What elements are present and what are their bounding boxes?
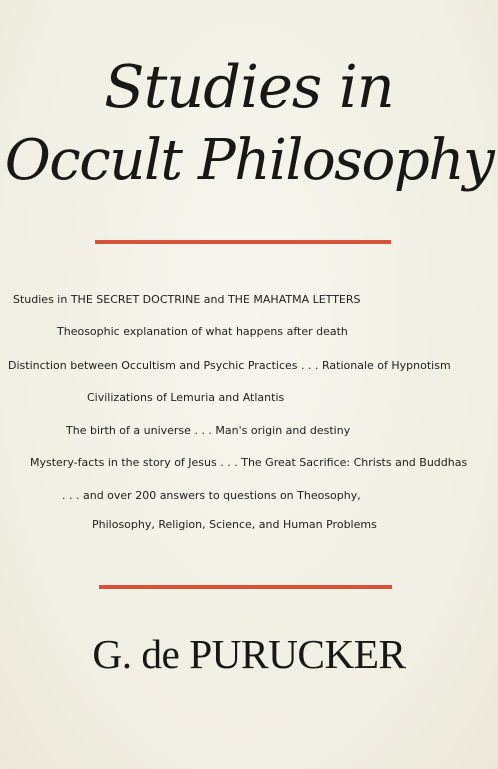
feature-line-1: Studies in THE SECRET DOCTRINE and THE MAHATMA LETTERS <box>13 293 361 306</box>
feature-line-7: . . . and over 200 answers to questions on Theosophy, <box>62 489 361 502</box>
top-red-rule <box>95 240 391 244</box>
title-line-2: Occult Philosophy <box>4 128 494 193</box>
feature-line-2: Theosophic explanation of what happens after death <box>57 325 348 338</box>
bottom-red-rule <box>99 585 392 589</box>
feature-line-3: Distinction between Occultism and Psychic Practices . . . Rationale of Hypnotism <box>8 359 451 372</box>
title-line-1: Studies in <box>104 52 394 121</box>
author-name: G. de PURUCKER <box>92 631 406 677</box>
feature-line-8: Philosophy, Religion, Science, and Human Problems <box>92 518 377 531</box>
feature-line-4: Civilizations of Lemuria and Atlantis <box>87 391 285 404</box>
feature-line-5: The birth of a universe . . . Man's origin and destiny <box>66 424 351 437</box>
feature-line-6: Mystery-facts in the story of Jesus . . . The Great Sacrifice: Christs and Buddhas <box>30 456 468 469</box>
